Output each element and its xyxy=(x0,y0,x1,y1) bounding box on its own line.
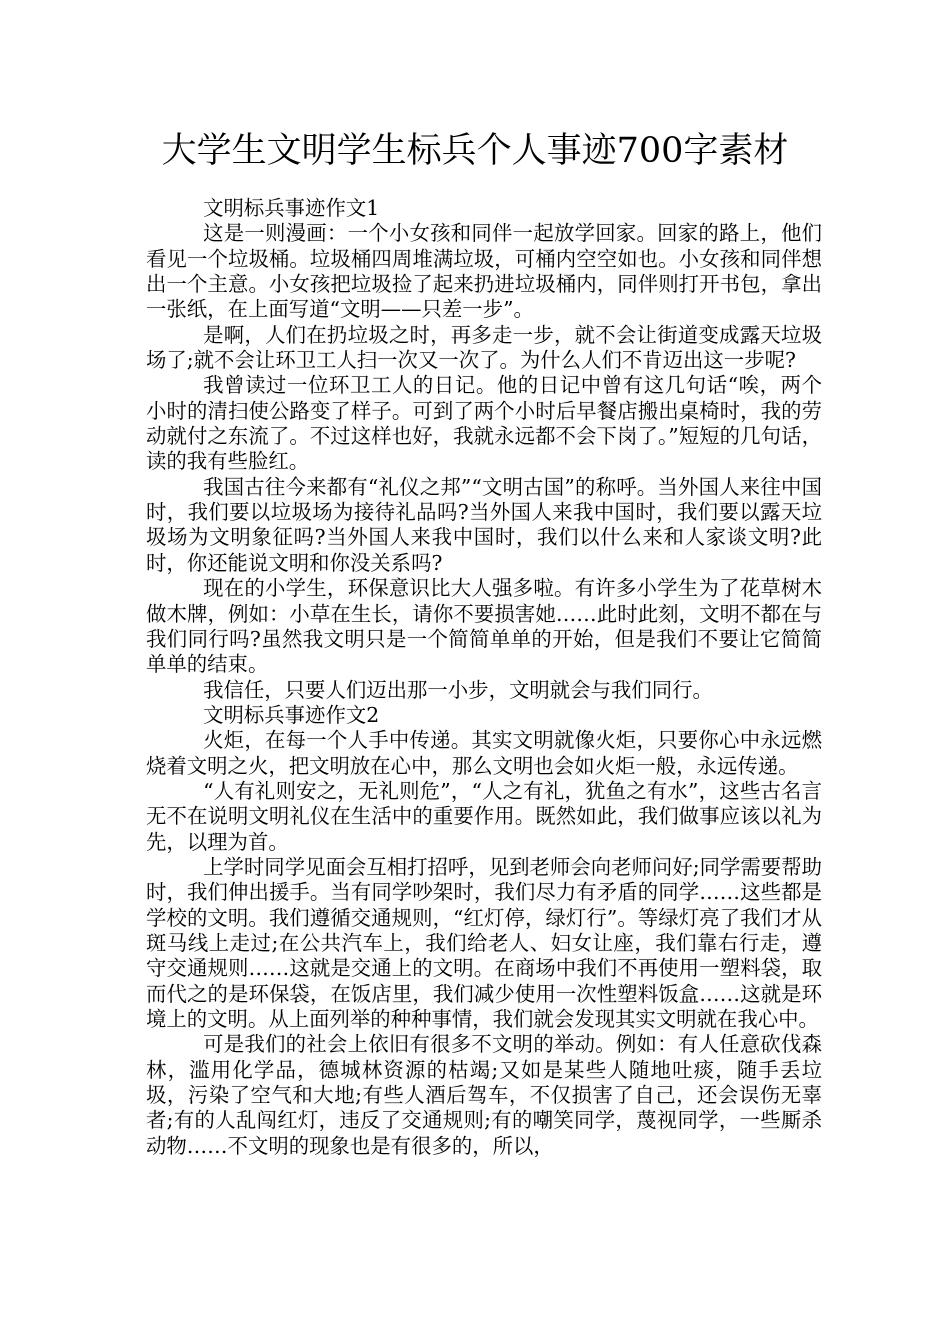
paragraph: 可是我们的社会上依旧有很多不文明的举动。例如：有人任意砍伐森林，滥用化学品，德城林资源的枯竭;又如是某些人随地吐痰，随手丢垃圾，污染了空气和大地;有些人酒后驾车，不仅损害了自己，还会误伤无辜者;有的人乱闯红灯，违反了交通规则;有的嘲笑同学，蔑视同学，一些厮杀动物……不文明的现象也是有很多的，所以， xyxy=(146,1032,822,1158)
section-heading-2: 文明标兵事迹作文2 xyxy=(203,702,380,727)
document-body xyxy=(146,196,822,1159)
paragraph: 火炬，在每一个人手中传递。其实文明就像火炬，只要你心中永远燃烧着文明之火，把文明放在心中，那么文明也会如火炬一般，永远传递。 xyxy=(146,728,822,778)
paragraph: 是啊，人们在扔垃圾之时，再多走一步，就不会让街道变成露天垃圾场了;就不会让环卫工人扫一次又一次了。为什么人们不肯迈出这一步呢? xyxy=(146,322,822,373)
paragraph: 我曾读过一位环卫工人的日记。他的日记中曾有这几句话“唉，两个小时的清扫使公路变了样子。可到了两个小时后早餐店搬出桌椅时，我的劳动就付之东流了。不过这样也好，我就永远都不会下岗了。”短短的几句话，读的我有些脸红。 xyxy=(146,373,822,474)
paragraph: 这是一则漫画：一个小女孩和同伴一起放学回家。回家的路上，他们看见一个垃圾桶。垃圾桶四周堆满垃圾，可桶内空空如也。小女孩和同伴想出一个主意。小女孩把垃圾捡了起来扔进垃圾桶内，同伴则打开书包，拿出一张纸，在上面写道“文明——只差一步”。 xyxy=(146,221,822,322)
paragraph: 现在的小学生，环保意识比大人强多啦。有许多小学生为了花草树木做木牌，例如：小草在生长，请你不要损害她……此时此刻，文明不都在与我们同行吗?虽然我文明只是一个简简单单的开始，但是我们不要让它简简单单的结束。 xyxy=(146,576,822,677)
document-title: 大学生文明学生标兵个人事迹700字素材 xyxy=(161,131,789,171)
paragraph: 我信任，只要人们迈出那一小步，文明就会与我们同行。 xyxy=(203,677,713,702)
section-heading-1: 文明标兵事迹作文1 xyxy=(203,196,380,220)
paragraph: “人有礼则安之，无礼则危”，“人之有礼，犹鱼之有水”，这些古名言无不在说明文明礼仪在生活中的重要作用。既然如此，我们做事应该以礼为先，以理为首。 xyxy=(146,778,822,854)
paragraph: 我国古往今来都有“礼仪之邦”“文明古国”的称呼。当外国人来往中国时，我们要以垃圾场为接待礼品吗?当外国人来我中国时，我们要以露天垃圾场为文明象征吗?当外国人来我中国时，我们以什么来和人家谈文明?此时，你还能说文明和你没关系吗? xyxy=(146,474,822,575)
paragraph: 上学时同学见面会互相打招呼，见到老师会向老师问好;同学需要帮助时，我们伸出援手。当有同学吵架时，我们尽力有矛盾的同学……这些都是学校的文明。我们遵循交通规则，“红灯停，绿灯行”。等绿灯亮了我们才从斑马线上走过;在公共汽车上，我们给老人、妇女让座，我们靠右行走，遵守交通规则……这就是交通上的文明。在商场中我们不再使用一塑料袋，取而代之的是环保袋，在饭店里，我们减少使用一次性塑料饭盒……这就是环境上的文明。从上面列举的种种事情，我们就会发现其实文明就在我心中。 xyxy=(146,854,822,1031)
